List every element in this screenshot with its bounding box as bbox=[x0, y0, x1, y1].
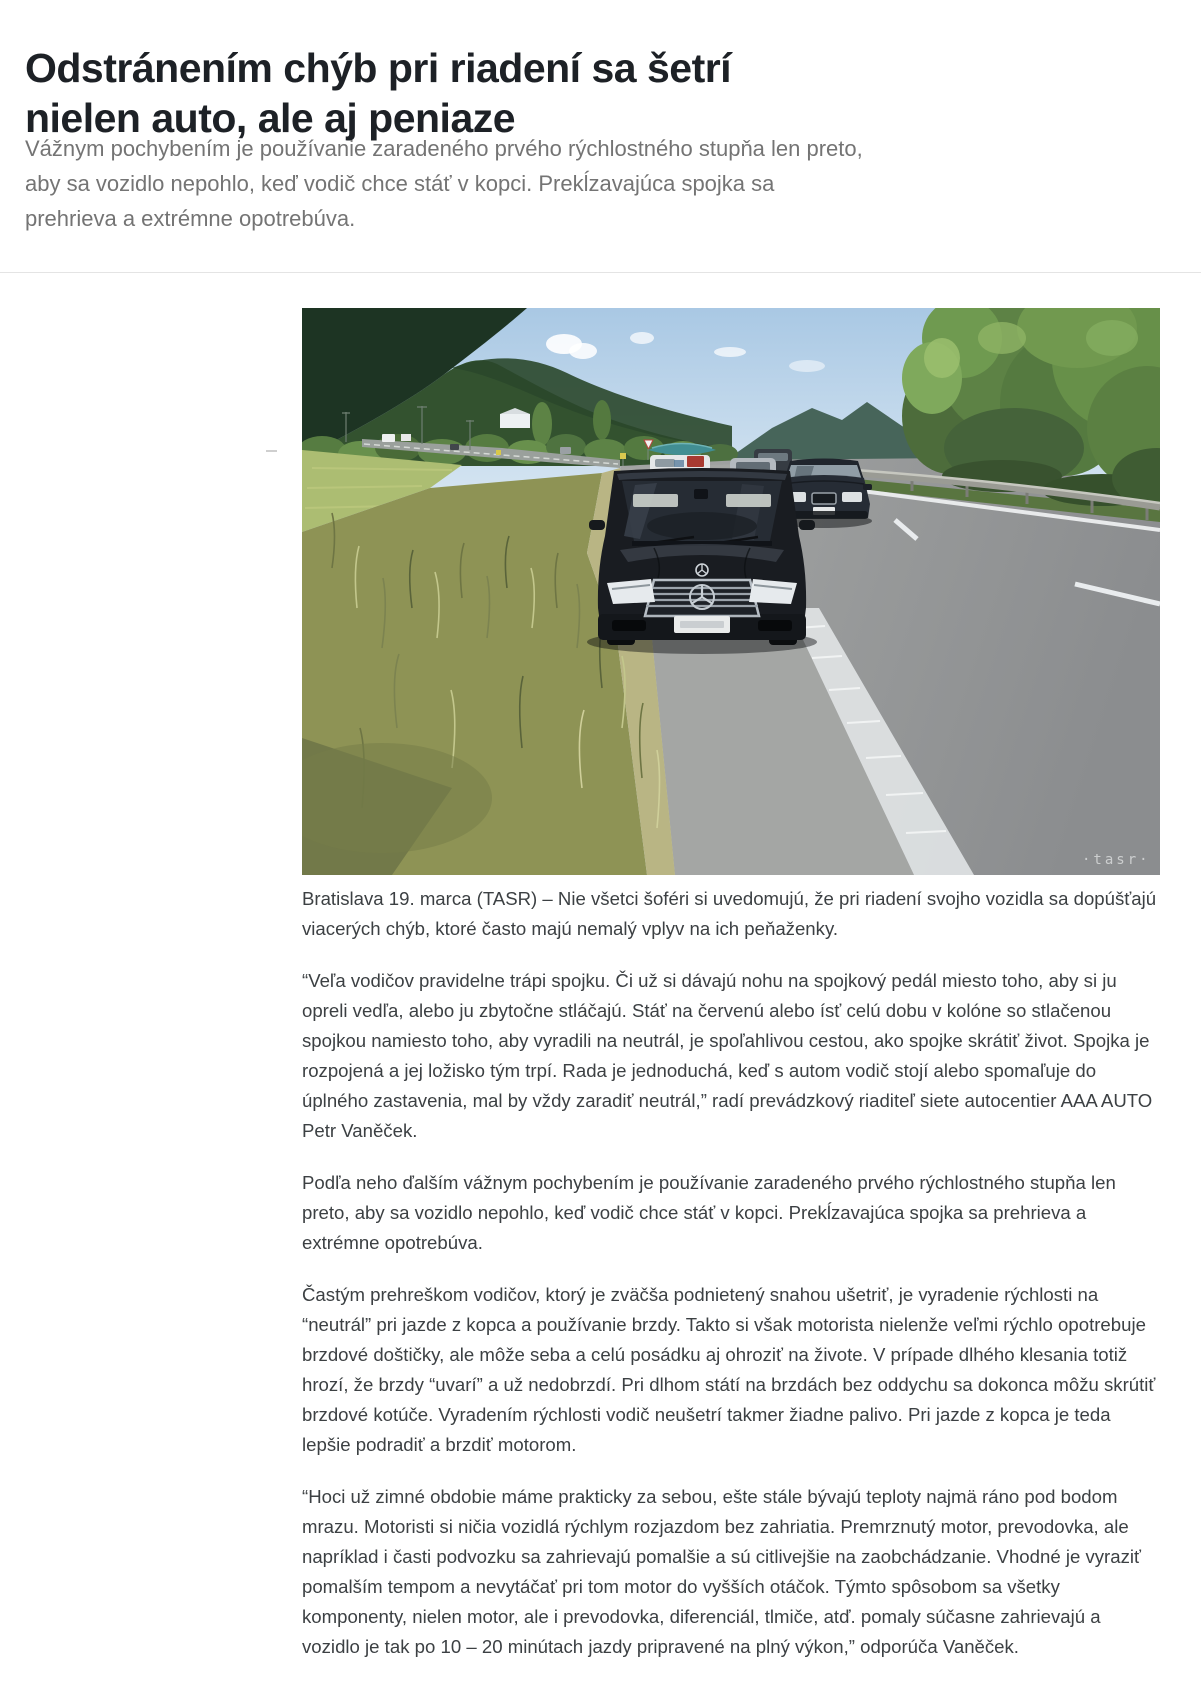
right-mirror bbox=[799, 520, 815, 530]
content-divider bbox=[0, 272, 1201, 273]
photo-credit-watermark: ·tasr· bbox=[1082, 852, 1151, 868]
sun-visor-right bbox=[726, 494, 771, 507]
roadside-photo-illustration bbox=[302, 308, 1160, 875]
page-title bbox=[25, 43, 925, 143]
paragraph-4: Častým prehreškom vodičov, ktorý je zväčša podnietený snahou ušetriť, je vyradenie rýchlosti na “neutrál” pri jazde z kopca a používanie brzdy. Takto si však motorista nielenže veľmi rýchlo opotrebuje brzdové doštičky, ale môže seba a celú posádku aj ohroziť na živote. V prípade dlhého klesania totiž hrozí, že brzdy “uvarí” a už nedobrzdí. Pri dlhom státí na brzdách bez oddychu sa dokonca môžu skrútiť brzdové kotúče. Vyradením rýchlosti vodič neušetrí takmer žiadne palivo. Pri jazde z kopca je teda lepšie podradiť a brzdiť motorom. bbox=[302, 1284, 1156, 1455]
left-mirror bbox=[589, 520, 605, 530]
headlight-right bbox=[749, 579, 797, 604]
page-title-line-2: nielen auto, ale aj peniaze bbox=[25, 95, 516, 142]
stray-dash-artifact bbox=[266, 450, 277, 452]
article-photo bbox=[302, 308, 1160, 875]
distant-car-gray bbox=[560, 447, 571, 454]
sun-visor-left bbox=[633, 494, 678, 507]
distant-truck bbox=[382, 434, 395, 442]
article-body bbox=[302, 884, 1160, 1684]
page-title-line-1: Odstránením chýb pri riadení sa šetrí bbox=[25, 45, 732, 92]
mercedes-car bbox=[587, 468, 817, 654]
red-lightbar bbox=[687, 456, 704, 467]
paragraph-1: Bratislava 19. marca (TASR) – Nie všetci šoféri si uvedomujú, že pri riadení svojho vozidla sa dopúšťajú viacerých chýb, ktoré často majú nemalý vplyv na ich peňaženky. bbox=[302, 888, 1157, 939]
rearview-mirror bbox=[694, 489, 708, 499]
article-lede: Vážnym pochybením je používanie zaradeného prvého rýchlostného stupňa len preto, aby sa vozidlo nepohlo, keď vodič chce stáť v kopci. Prekĺzavajúca spojka sa prehrieva a extrémne opotrebúva. bbox=[25, 136, 863, 231]
paragraph-5: “Hoci už zimné obdobie máme prakticky za sebou, ešte stále bývajú teploty najmä ráno pod bodom mrazu. Motoristi si ničia vozidlá rýchlym rozjazdom bez zahriatia. Premrznutý motor, prevodovka, ale napríklad i časti podvozku sa zahrievajú pomalšie a sú citlivejšie na zaobchádzanie. Vhodné je vyraziť pomalším tempom a nevytáčať pri tom motor do vyšších otáčok. Týmto spôsobom sa všetky komponenty, nielen motor, ale i prevodovka, diferenciál, tlmiče, atď. pomaly súčasne zahrievajú a vozidlo je tak po 10 – 20 minútach jazdy pripravené na plný výkon,” odporúča Vaněček. bbox=[302, 1486, 1141, 1657]
headlight-left bbox=[607, 579, 655, 604]
paragraph-3: Podľa neho ďalším vážnym pochybením je používanie zaradeného prvého rýchlostného stupňa len preto, aby sa vozidlo nepohlo, keď vodič chce stáť v kopci. Prekĺzavajúca spojka sa prehrieva a extrémne opotrebúva. bbox=[302, 1172, 1116, 1253]
paragraph-2: “Veľa vodičov pravidelne trápi spojku. Či už si dávajú nohu na spojkový pedál miesto toho, aby si ju opreli vedľa, alebo ju zbytočne stláčajú. Stáť na červenú alebo ísť celú dobu v kolóne so stlačenou spojkou namiesto toho, aby vyradili na neutrál, je spoľahlivou cestou, ako spojke skrátiť život. Spojka je rozpojená a jej ložisko tým trpí. Rada je jednoduchá, keď s autom vodič stojí alebo spomaľuje do úplného zastavenia, mal by vždy zaradiť neutrál,” radí prevádzkový riaditeľ siete autocentier AAA AUTO Petr Vaněček. bbox=[302, 970, 1153, 1141]
distant-car-dark bbox=[450, 444, 459, 450]
